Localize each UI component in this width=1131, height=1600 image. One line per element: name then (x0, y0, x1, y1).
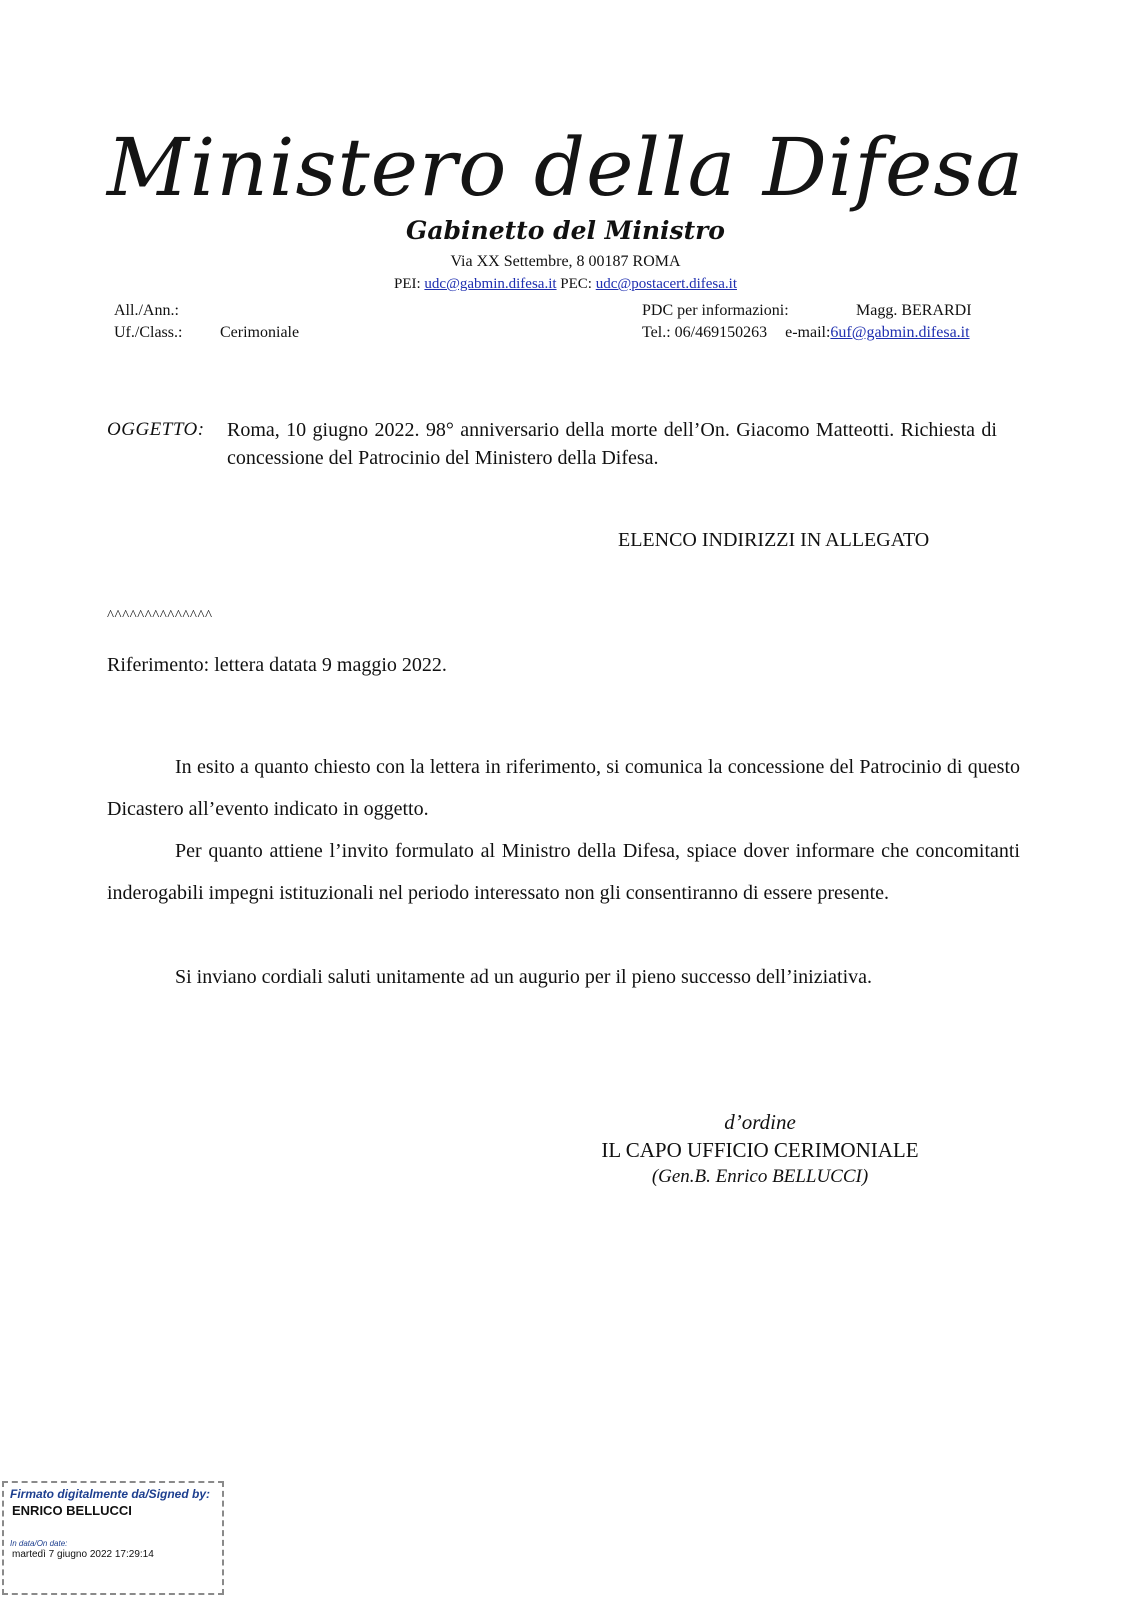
ministry-address: Via XX Settembre, 8 00187 ROMA (450, 253, 681, 270)
pdc-value: Magg. BERARDI (856, 302, 972, 319)
email-label: e-mail: (785, 324, 831, 341)
stamp-date-label: In data/On date: (10, 1539, 68, 1548)
signature-name: (Gen.B. Enrico BELLUCCI) (651, 1166, 869, 1187)
oggetto-text: Roma, 10 giugno 2022. 98° anniversario della morte dell’On. Giacomo Matteotti. Richiesta di concessione del Patrocinio del Ministero della Difesa. (227, 419, 997, 469)
separator-line: ^^^^^^^^^^^^^^ (107, 608, 213, 624)
digital-signature-stamp (2, 1481, 224, 1595)
cabinet-subtitle: Gabinetto del Ministro (406, 216, 725, 245)
signature-role: IL CAPO UFFICIO CERIMONIALE (601, 1138, 919, 1162)
class-value: Cerimoniale (220, 324, 300, 341)
contact-emails (0, 274, 1131, 294)
oggetto-label: OGGETTO: (107, 419, 205, 440)
stamp-title: Firmato digitalmente da/Signed by: (10, 1487, 211, 1501)
pdc-label: PDC per informazioni: (642, 302, 789, 319)
ministry-title: Ministero della Difesa (106, 121, 1025, 214)
contact-email-link[interactable]: 6uf@gabmin.difesa.it (830, 324, 970, 341)
stamp-signer: ENRICO BELLUCCI (12, 1503, 132, 1518)
reference-line: Riferimento: lettera datata 9 maggio 2022. (107, 654, 447, 676)
body-paragraph-3: Si inviano cordiali saluti unitamente ad un augurio per il pieno successo dell’iniziativa. (175, 966, 873, 988)
pei-email-link[interactable]: udc@gabmin.difesa.it (424, 276, 557, 292)
body-paragraph-1: In esito a quanto chiesto con la lettera in riferimento, si comunica la concessione del Patrocinio di questo Dicastero all’evento indicato in oggetto. (107, 756, 1020, 820)
body-paragraph-2: Per quanto attiene l’invito formulato al Ministro della Difesa, spiace dover informare che concomitanti inderogabili impegni istituzionali nel periodo interessato non gli consentiranno di essere presente. (107, 840, 1020, 904)
pec-label: PEC: (560, 276, 592, 292)
signature-order: d’ordine (724, 1110, 796, 1134)
class-label: Uf./Class.: (114, 324, 183, 341)
addressee-line: ELENCO INDIRIZZI IN ALLEGATO (618, 529, 930, 551)
pei-label: PEI: (394, 276, 421, 292)
attachments-label: All./Ann.: (114, 302, 179, 319)
contact-line (642, 323, 970, 343)
tel-label: Tel.: 06/469150263 (642, 324, 768, 341)
pec-email-link[interactable]: udc@postacert.difesa.it (595, 276, 737, 292)
stamp-date: martedì 7 giugno 2022 17:29:14 (12, 1549, 154, 1560)
